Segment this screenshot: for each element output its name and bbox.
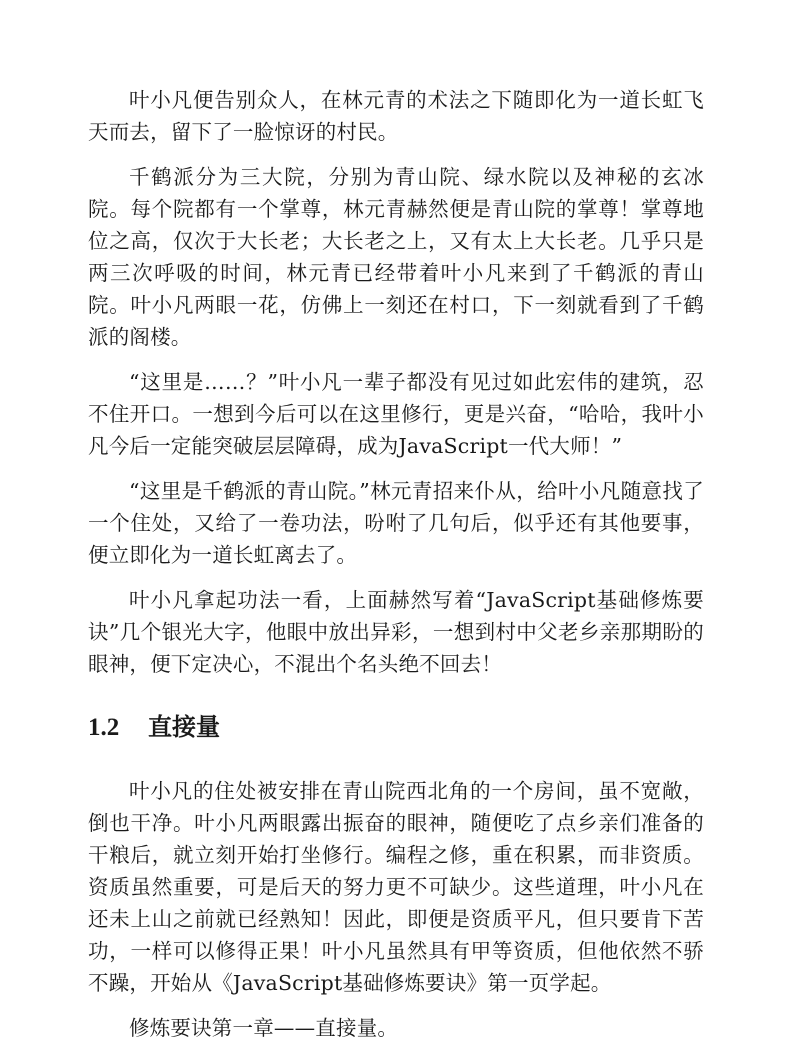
section-number: 1.2	[88, 714, 120, 741]
paragraph-2: 千鹤派分为三大院，分别为青山院、绿水院以及神秘的玄冰院。每个院都有一个掌尊，林元青赫然便是青山院的掌尊！掌尊地位之高，仅次于大长老；大长老之上，又有太上大长老。几乎只是两三次呼吸的时间，林元青已经带着叶小凡来到了千鹤派的青山院。叶小凡两眼一花，仿佛上一刻还在村口，下一刻就看到了千鹤派的阁楼。	[88, 165, 704, 349]
paragraph-1: 叶小凡便告别众人，在林元青的术法之下随即化为一道长虹飞天而去，留下了一脸惊讶的村民。	[88, 88, 704, 144]
book-page	[88, 84, 704, 1057]
section-heading	[88, 710, 704, 745]
section-title: 直接量	[148, 712, 220, 741]
paragraph-7: 修炼要诀第一章——直接量。	[129, 1016, 399, 1040]
paragraph-4: “这里是千鹤派的青山院。”林元青招来仆从，给叶小凡随意找了一个住处，又给了一卷功法，吩咐了几句后，似乎还有其他要事，便立即化为一道长虹离去了。	[88, 479, 704, 567]
paragraph-6: 叶小凡的住处被安排在青山院西北角的一个房间，虽不宽敞，倒也干净。叶小凡两眼露出振奋的眼神，随便吃了点乡亲们准备的干粮后，就立刻开始打坐修行。编程之修，重在积累，而非资质。资质虽然重要，可是后天的努力更不可缺少。这些道理，叶小凡在还未上山之前就已经熟知！因此，即便是资质平凡，但只要肯下苦功，一样可以修得正果！叶小凡虽然具有甲等资质，但他依然不骄不躁，开始从《JavaScript基础修炼要诀》第一页学起。	[88, 779, 704, 995]
paragraph-5: 叶小凡拿起功法一看，上面赫然写着“JavaScript基础修炼要诀”几个银光大字，他眼中放出异彩，一想到村中父老乡亲那期盼的眼神，便下定决心，不混出个名头绝不回去！	[88, 588, 704, 676]
paragraph-3: “这里是……？”叶小凡一辈子都没有见过如此宏伟的建筑，忍不住开口。一想到今后可以在这里修行，更是兴奋，“哈哈，我叶小凡今后一定能突破层层障碍，成为JavaScript一代大师！”	[88, 370, 704, 458]
